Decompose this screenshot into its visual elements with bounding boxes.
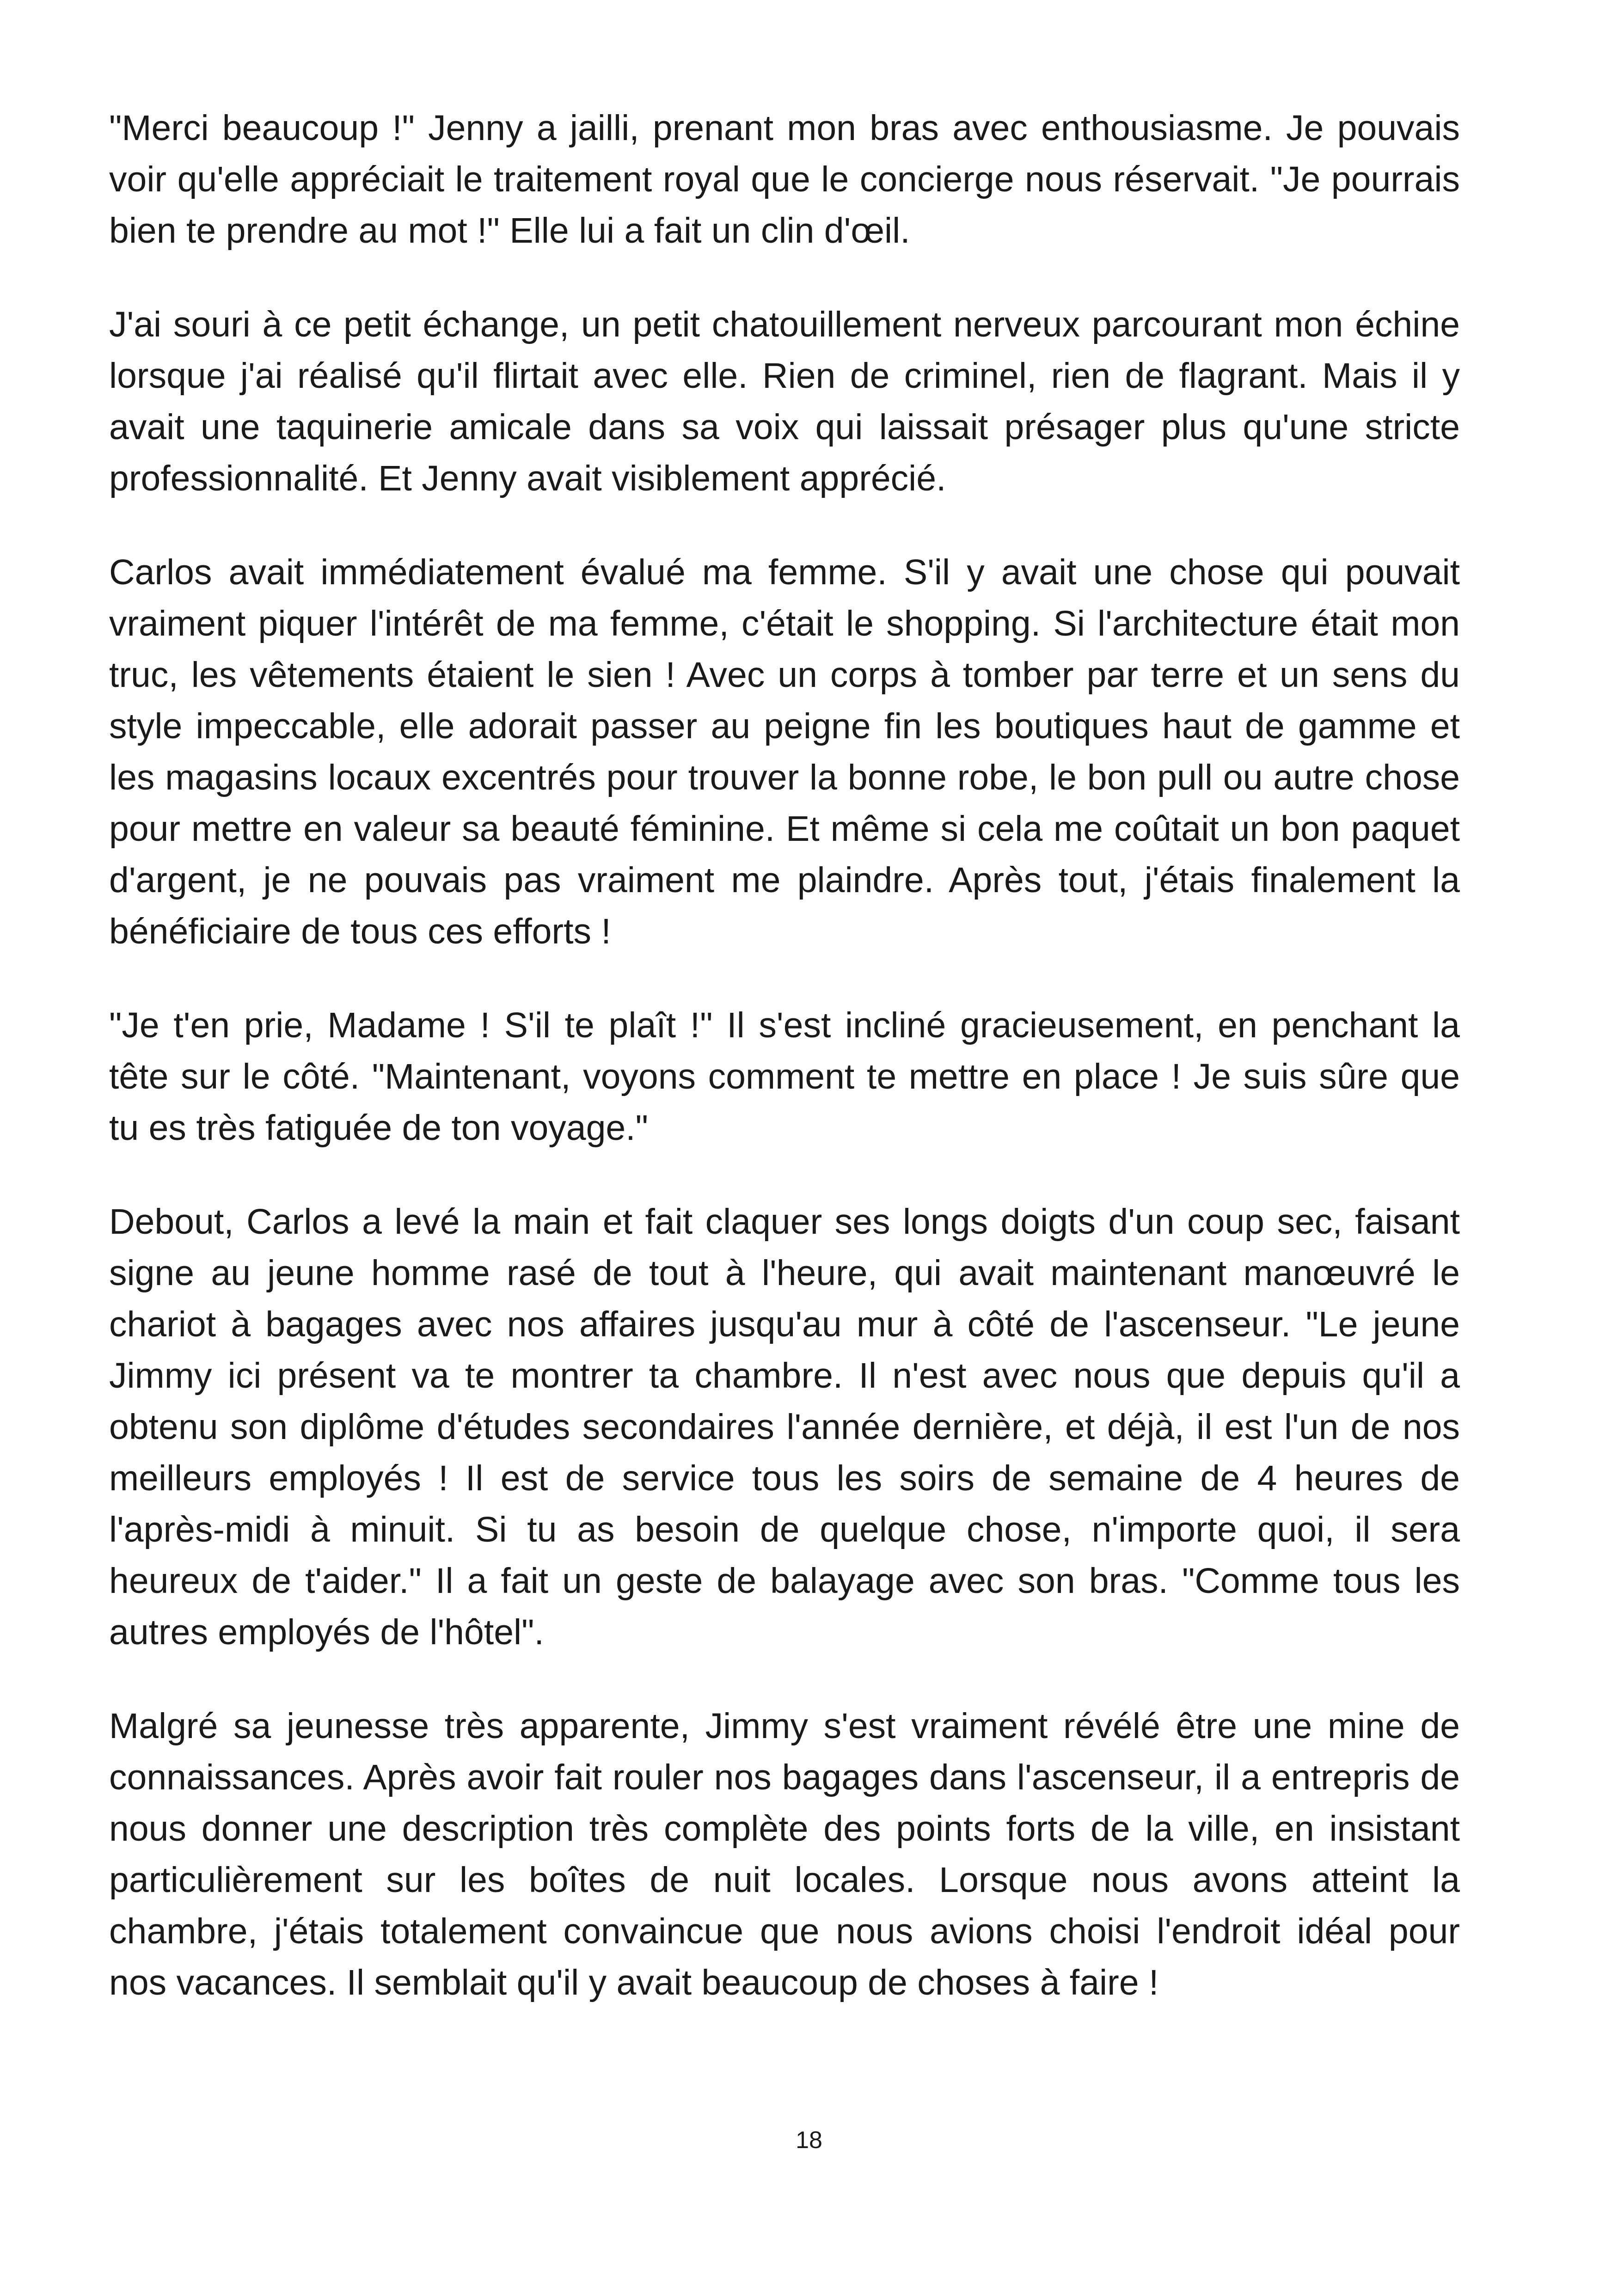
paragraph-4: "Je t'en prie, Madame ! S'il te plaît !" Il s'est incliné gracieusement, en penchant la tête sur le côté. "Maintenant, voyons comment te mettre en place ! Je suis sûre que tu es très fatiguée de ton voyage." xyxy=(109,1005,1460,1148)
page-number: 18 xyxy=(796,2127,822,2154)
paragraph-2: J'ai souri à ce petit échange, un petit chatouillement nerveux parcourant mon échine lorsque j'ai réalisé qu'il flirtait avec elle. Rien de criminel, rien de flagrant. Mais il y avait une taquinerie amicale dans sa voix qui laissait présager plus qu'une stricte professionnalité. Et Jenny avait visiblement apprécié. xyxy=(109,305,1460,498)
paragraph-5: Debout, Carlos a levé la main et fait claquer ses longs doigts d'un coup sec, faisant signe au jeune homme rasé de tout à l'heure, qui avait maintenant manœuvré le chariot à bagages avec nos affaires jusqu'au mur à côté de l'ascenseur. "Le jeune Jimmy ici présent va te montrer ta chambre. Il n'est avec nous que depuis qu'il a obtenu son diplôme d'études secondaires l'année dernière, et déjà, il est l'un de nos meilleurs employés ! Il est de service tous les soirs de semaine de 4 heures de l'après-midi à minuit. Si tu as besoin de quelque chose, n'importe quoi, il sera heureux de t'aider." Il a fait un geste de balayage avec son bras. "Comme tous les autres employés de l'hôtel". xyxy=(109,1202,1460,1652)
paragraph-3: Carlos avait immédiatement évalué ma femme. S'il y avait une chose qui pouvait vraiment piquer l'intérêt de ma femme, c'était le shopping. Si l'architecture était mon truc, les vêtements étaient le sien ! Avec un corps à tomber par terre et un sens du style impeccable, elle adorait passer au peigne fin les boutiques haut de gamme et les magasins locaux excentrés pour trouver la bonne robe, le bon pull ou autre chose pour mettre en valeur sa beauté féminine. Et même si cela me coûtait un bon paquet d'argent, je ne pouvais pas vraiment me plaindre. Après tout, j'étais finalement la bénéficiaire de tous ces efforts ! xyxy=(109,552,1460,951)
paragraph-1: "Merci beaucoup !" Jenny a jailli, prenant mon bras avec enthousiasme. Je pouvais voir qu'elle appréciait le traitement royal que le concierge nous réservait. "Je pourrais bien te prendre au mot !" Elle lui a fait un clin d'œil. xyxy=(109,108,1460,251)
page-body xyxy=(109,103,1460,2051)
paragraph-6: Malgré sa jeunesse très apparente, Jimmy s'est vraiment révélé être une mine de connaissances. Après avoir fait rouler nos bagages dans l'ascenseur, il a entrepris de nous donner une description très complète des points forts de la ville, en insistant particulièrement sur les boîtes de nuit locales. Lorsque nous avons atteint la chambre, j'étais totalement convaincue que nous avions choisi l'endroit idéal pour nos vacances. Il semblait qu'il y avait beaucoup de choses à faire ! xyxy=(109,1706,1460,2002)
